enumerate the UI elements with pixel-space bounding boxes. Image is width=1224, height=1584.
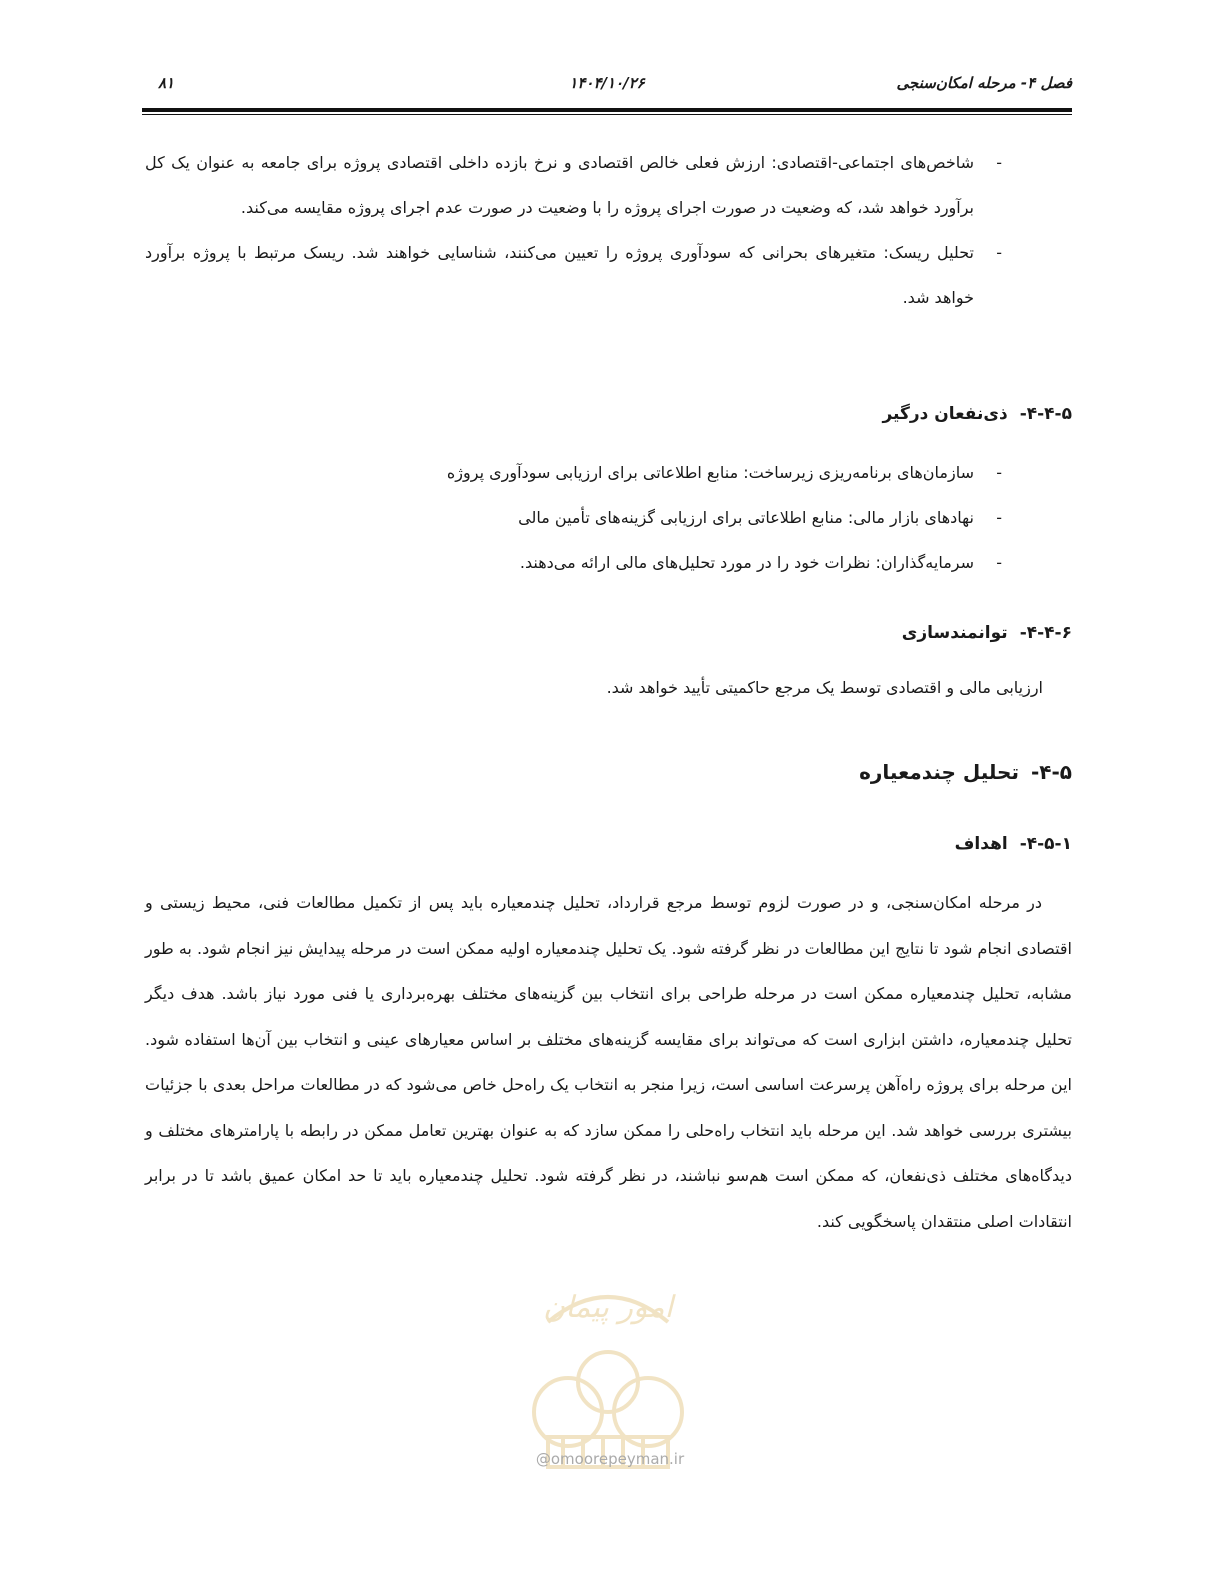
section-text: ارزیابی مالی و اقتصادی توسط یک مرجع حاکمیتی تأیید خواهد شد. (606, 678, 1043, 697)
section-number: ۴-۵- (1030, 760, 1072, 784)
list-item (145, 450, 1072, 495)
header-rule-thin (142, 114, 1072, 115)
section-heading (955, 834, 1072, 854)
page-number: ۸۱ (158, 74, 175, 92)
section-title: ذی‌نفعان درگیر (882, 404, 1008, 424)
list-item-text: شاخص‌های اجتماعی-اقتصادی: ارزش فعلی خالص اقتصادی و نرخ بازده داخلی اقتصادی پروژه برای جامعه به عنوان یک کل برآورد خواهد شد، که وضعیت در صورت اجرای پروژه را با وضعیت در صورت عدم اجرای پروژه مقایسه می‌کند. (145, 153, 974, 217)
body-paragraph: در مرحله امکان‌سنجی، و در صورت لزوم توسط مرجع قرارداد، تحلیل چندمعیاره باید پس از تکمیل مطالعات فنی، محیط زیستی و اقتصادی انجام شود تا نتایج این مطالعات در نظر گرفته شود. یک تحلیل چندمعیاره اولیه ممکن است در مرحله پیدایش نیز انجام شود. به طور مشابه، تحلیل چندمعیاره ممکن است در مرحله طراحی برای انتخاب بین گزینه‌های مختلف بهره‌برداری یا فنی مورد نیاز باشد. هدف دیگر تحلیل چندمعیاره، داشتن ابزاری است که می‌تواند برای مقایسه گزینه‌های مختلف بر اساس معیارهای عینی و انتخاب بین آن‌ها استفاده شود. این مرحله برای پروژه راه‌آهن پرسرعت اساسی است، زیرا منجر به انتخاب یک راه‌حل خاص می‌شود که در مطالعات مراحل بعدی با جزئیات بیشتری بررسی خواهد شد. این مرحله باید انتخاب راه‌حلی را ممکن سازد که به عنوان بهترین تعامل ممکن در رابطه با پارامترهای مختلف و دیدگاه‌های مختلف ذی‌نفعان، که ممکن است هم‌سو نباشند، در نظر گرفته شود. تحلیل چندمعیاره باید تا حد امکان عمیق باشد تا در برابر انتقادات اصلی منتقدان پاسخگویی کند. (145, 893, 1072, 1231)
list-item (145, 140, 1072, 230)
section-title: توانمندسازی (901, 623, 1008, 643)
section-number: ۴-۴-۶- (1019, 623, 1072, 643)
watermark-logo-text: امور پیمان (543, 1290, 673, 1325)
list-item (145, 540, 1072, 585)
header-date: ۱۴۰۴/۱۰/۲۶ (569, 74, 645, 92)
section-title: تحلیل چندمعیاره (859, 760, 1019, 784)
section-number: ۴-۵-۱- (1019, 834, 1072, 854)
bullet-dash: - (996, 153, 1002, 172)
bullet-dash: - (996, 463, 1002, 482)
list-item-text: سازمان‌های برنامه‌ریزی زیرساخت: منابع اطلاعاتی برای ارزیابی سودآوری پروژه (446, 463, 974, 482)
watermark-logo-icon (508, 1262, 708, 1482)
header-rule-thick (142, 108, 1072, 112)
bullet-list-top (145, 140, 1072, 320)
section-heading (902, 623, 1072, 643)
bullet-list-stakeholders (145, 450, 1072, 585)
chapter-section-heading (859, 760, 1072, 784)
bullet-dash: - (996, 508, 1002, 527)
list-item (145, 495, 1072, 540)
list-item (145, 230, 1072, 320)
section-heading (882, 404, 1072, 424)
list-item-text: نهادهای بازار مالی: منابع اطلاعاتی برای ارزیابی گزینه‌های تأمین مالی (518, 508, 974, 527)
section-number: ۴-۴-۵- (1019, 404, 1072, 424)
watermark-url: @omoorepeyman.ir (535, 1450, 685, 1468)
list-item-text: سرمایه‌گذاران: نظرات خود را در مورد تحلیل‌های مالی ارائه می‌دهند. (519, 553, 974, 572)
list-item-text: تحلیل ریسک: متغیرهای بحرانی که سودآوری پروژه را تعیین می‌کنند، شناسایی خواهند شد. ریسک مرتبط با پروژه برآورد خواهد شد. (145, 243, 974, 307)
bullet-dash: - (996, 243, 1002, 262)
bullet-dash: - (996, 553, 1002, 572)
section-title: اهداف (954, 834, 1008, 854)
chapter-title: فصل ۴- مرحله امکان‌سنجی (896, 74, 1072, 92)
page-header (142, 74, 1072, 104)
